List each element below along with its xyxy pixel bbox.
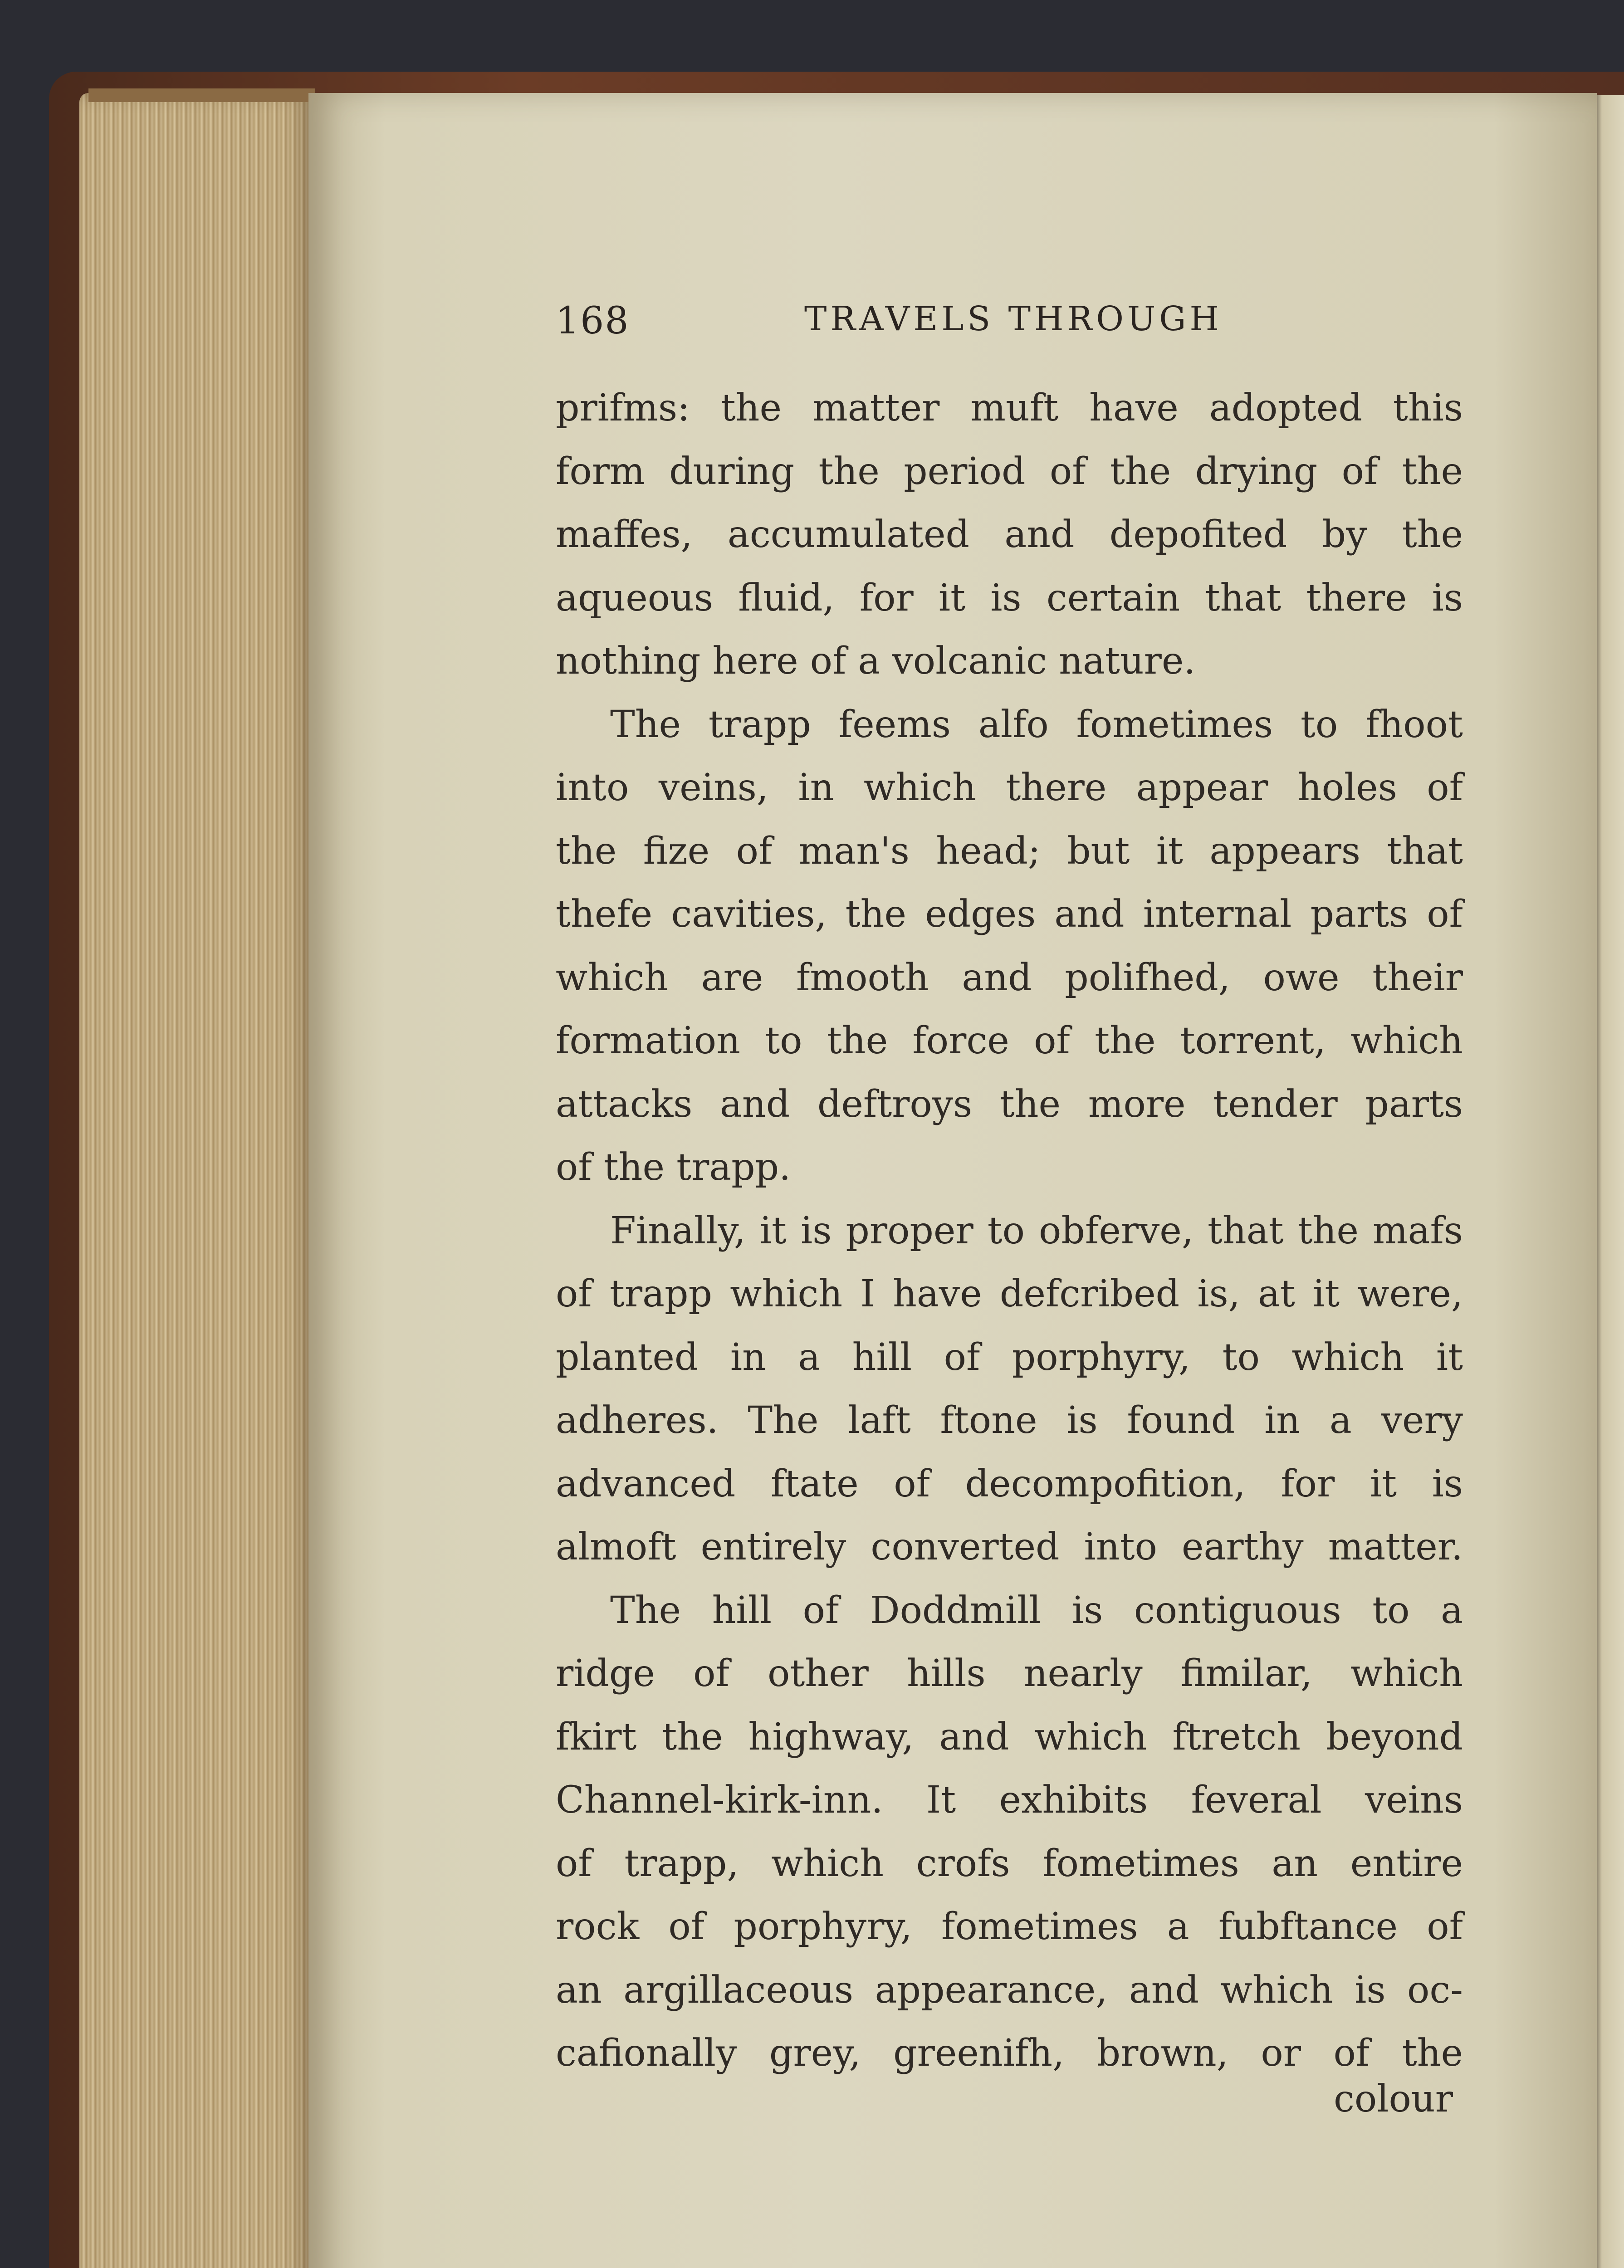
text-line: maffes, accumulated and depofited by the [556,513,1463,556]
text-line: of trapp, which crofs fometimes an entire [556,1842,1463,1885]
page-number: 168 [556,299,630,342]
text-line: The hill of Doddmill is contiguous to a [610,1589,1463,1632]
text-line: of trapp which I have defcribed is, at it were, [556,1272,1463,1315]
body-text [556,376,1463,2085]
text-line: rock of porphyry, fometimes a fubftance of [556,1905,1463,1948]
text-line: Channel-kirk-inn. It exhibits feveral veins [556,1779,1463,1822]
page-edges [79,93,315,2268]
text-line: of the trapp. [556,1146,791,1189]
text-line: attacks and deftroys the more tender parts [556,1082,1463,1126]
text-line: which are fmooth and polifhed, owe their [556,956,1463,999]
text-line: advanced ftate of decompofition, for it is [556,1462,1463,1505]
text-line: formation to the force of the torrent, which [556,1019,1463,1062]
text-line: The trapp feems alfo fometimes to fhoot [610,703,1463,746]
text-line: fkirt the highway, and which ftretch beyond [556,1715,1463,1759]
running-title: TRAVELS THROUGH [804,299,1223,338]
text-line: Finally, it is proper to obferve, that the mafs [610,1209,1463,1252]
text-line: cafionally grey, greenifh, brown, or of the [556,2032,1463,2075]
text-line: thefe cavities, the edges and internal parts of [556,893,1463,936]
text-line: the fize of man's head; but it appears that [556,829,1463,873]
text-line: adheres. The laft ftone is found in a very [556,1399,1463,1442]
text-line: into veins, in which there appear holes of [556,766,1463,809]
page-header [556,299,1295,349]
text-line: almoft entirely converted into earthy matter. [556,1525,1463,1569]
catchword: colour [1334,2077,1453,2121]
text-line: an argillaceous appearance, and which is oc- [556,1968,1463,2012]
text-line: ridge of other hills nearly fimilar, which [556,1652,1463,1695]
text-line: prifms: the matter muft have adopted this [556,386,1463,430]
text-line: aqueous fluid, for it is certain that there is [556,576,1463,620]
text-line: nothing here of a volcanic nature. [556,640,1196,683]
page-edges-top [88,88,315,102]
text-line: planted in a hill of porphyry, to which it [556,1335,1463,1379]
text-line: form during the period of the drying of the [556,450,1463,493]
